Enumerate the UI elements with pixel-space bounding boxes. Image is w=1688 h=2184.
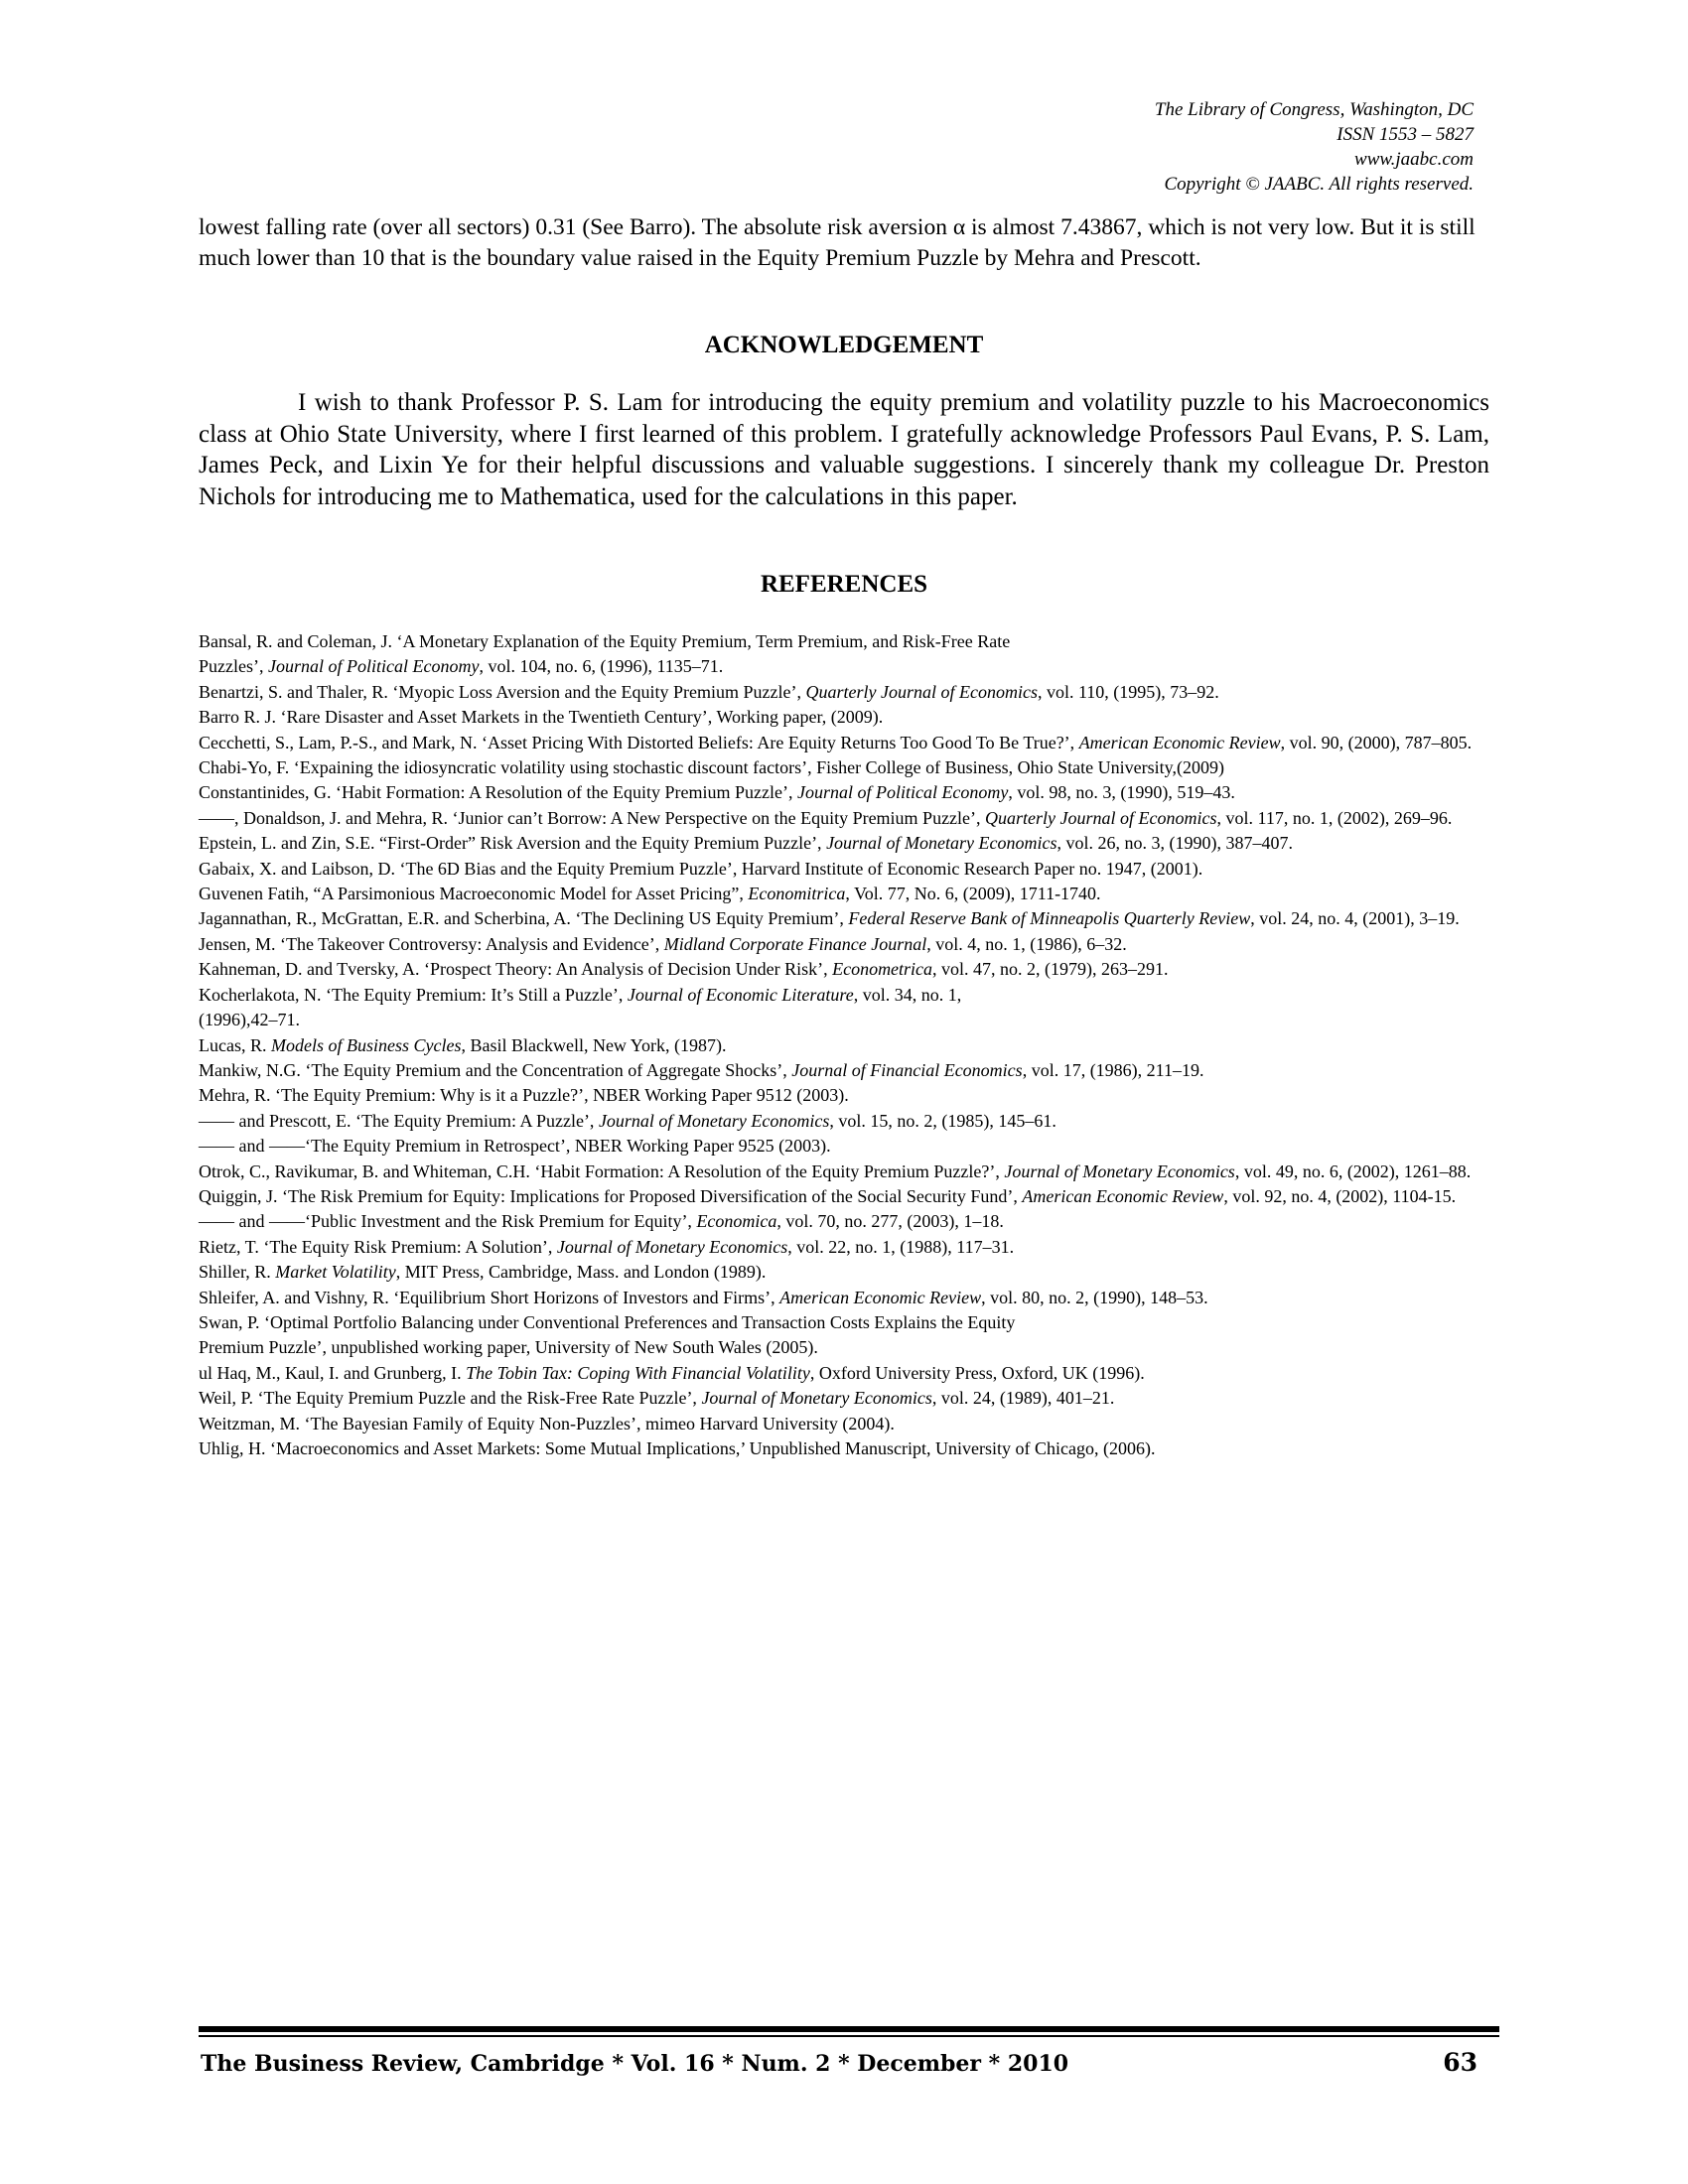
header-website: www.jaabc.com <box>1354 149 1474 170</box>
reference-text: Rietz, T. ‘The Equity Risk Premium: A Solution’, <box>199 1236 557 1257</box>
reference-item <box>199 1109 1499 1134</box>
reference-source: Quarterly Journal of Economics <box>985 807 1217 828</box>
reference-source: The Tobin Tax: Coping With Financial Volatility <box>466 1362 810 1383</box>
reference-item <box>199 780 1499 805</box>
reference-source: Journal of Economic Literature <box>627 984 854 1005</box>
reference-source: Market Volatility <box>275 1262 396 1283</box>
reference-details: , vol. 47, no. 2, (1979), 263–291. <box>932 959 1169 980</box>
reference-text: Epstein, L. and Zin, S.E. “First-Order” Risk Aversion and the Equity Premium Puzzle’, <box>199 833 827 854</box>
reference-source: Economitrica <box>748 884 846 904</box>
reference-text: Benartzi, S. and Thaler, R. ‘Myopic Loss Aversion and the Equity Premium Puzzle’, <box>199 681 806 702</box>
reference-source: Journal of Monetary Economics <box>1004 1160 1235 1181</box>
reference-text: Quiggin, J. ‘The Risk Premium for Equity: Implications for Proposed Diversification of the Social Security Fund’, <box>199 1185 1023 1206</box>
reference-item <box>199 1033 1499 1058</box>
reference-text: Chabi-Yo, F. ‘Expaining the idiosyncratic volatility using stochastic discount factors’, Fisher College of Business, Ohio State University,(2009) <box>199 757 1224 778</box>
page-number: 63 <box>1443 2048 1477 2077</box>
reference-text: —— and Prescott, E. ‘The Equity Premium: A Puzzle’, <box>199 1110 599 1131</box>
reference-item <box>199 1361 1499 1386</box>
reference-source: Midland Corporate Finance Journal <box>663 933 927 954</box>
reference-item <box>199 1386 1499 1411</box>
reference-details: , vol. 90, (2000), 787–805. <box>1280 732 1473 752</box>
header-issn: ISSN 1553 – 5827 <box>1336 124 1474 145</box>
reference-details: , Basil Blackwell, New York, (1987). <box>461 1034 727 1055</box>
header-copyright: Copyright © JAABC. All rights reserved. <box>1164 174 1474 195</box>
reference-item <box>199 1235 1499 1260</box>
reference-item <box>199 629 1499 654</box>
reference-details: , vol. 80, no. 2, (1990), 148–53. <box>981 1287 1208 1307</box>
reference-item <box>199 755 1499 780</box>
reference-text: ——, Donaldson, J. and Mehra, R. ‘Junior can’t Borrow: A New Perspective on the Equity Premium Puzzle’, <box>199 807 986 828</box>
reference-item <box>199 932 1499 957</box>
reference-text: Mehra, R. ‘The Equity Premium: Why is it a Puzzle?’, NBER Working Paper 9512 (2003). <box>199 1085 849 1106</box>
reference-item <box>199 857 1499 882</box>
reference-source: Journal of Monetary Economics <box>826 833 1057 854</box>
reference-item <box>199 1286 1499 1310</box>
reference-source: Journal of Monetary Economics <box>598 1110 830 1131</box>
reference-text: Bansal, R. and Coleman, J. ‘A Monetary Explanation of the Equity Premium, Term Premium, and Risk-Free Rate <box>199 631 1011 651</box>
references-heading: REFERENCES <box>760 571 928 598</box>
reference-item <box>199 1134 1499 1159</box>
reference-text: Barro R. J. ‘Rare Disaster and Asset Markets in the Twentieth Century’, Working paper, (2009). <box>199 707 884 728</box>
reference-source: Journal of Political Economy <box>267 656 480 677</box>
reference-text: Kocherlakota, N. ‘The Equity Premium: It’s Still a Puzzle’, <box>199 984 628 1005</box>
footer-journal-info: The Business Review, Cambridge * Vol. 16 * Num. 2 * December * 2010 <box>201 2051 1069 2077</box>
reference-text: Premium Puzzle’, unpublished working paper, University of New South Wales (2005). <box>199 1337 818 1358</box>
reference-item <box>199 1209 1499 1234</box>
header-library: The Library of Congress, Washington, DC <box>1154 99 1474 120</box>
reference-details: , vol. 34, no. 1, <box>853 984 962 1005</box>
reference-text: Swan, P. ‘Optimal Portfolio Balancing under Conventional Preferences and Transaction Costs Explains the Equity <box>199 1311 1016 1332</box>
reference-item <box>199 1436 1499 1461</box>
reference-text: Uhlig, H. ‘Macroeconomics and Asset Markets: Some Mutual Implications,’ Unpublished Manuscript, University of Chicago, (2006). <box>199 1438 1156 1458</box>
reference-details: , vol. 24, (1989), 401–21. <box>931 1388 1115 1409</box>
footer-rule <box>199 2026 1499 2032</box>
reference-details: , vol. 92, no. 4, (2002), 1104-15. <box>1223 1185 1457 1206</box>
acknowledgement-heading: ACKNOWLEDGEMENT <box>704 332 984 358</box>
reference-text: Lucas, R. <box>199 1034 271 1055</box>
reference-details: , MIT Press, Cambridge, Mass. and London (1989). <box>395 1262 767 1283</box>
reference-item <box>199 983 1499 1008</box>
reference-source: American Economic Review <box>1078 732 1281 752</box>
reference-details: , vol. 22, no. 1, (1988), 117–31. <box>787 1236 1015 1257</box>
reference-text: (1996),42–71. <box>199 1010 300 1030</box>
reference-item <box>199 654 1499 679</box>
reference-item <box>199 906 1499 931</box>
reference-text: Puzzles’, <box>199 656 268 677</box>
reference-details: , vol. 17, (1986), 211–19. <box>1022 1059 1204 1080</box>
reference-source: Journal of Monetary Economics <box>701 1388 932 1409</box>
reference-item <box>199 957 1499 982</box>
reference-item <box>199 831 1499 856</box>
reference-details: , vol. 117, no. 1, (2002), 269–96. <box>1216 807 1453 828</box>
reference-text: Cecchetti, S., Lam, P.-S., and Mark, N. ‘Asset Pricing With Distorted Beliefs: Are Equity Returns Too Good To Be True?’, <box>199 732 1079 752</box>
reference-item <box>199 705 1499 730</box>
reference-details: , vol. 49, no. 6, (2002), 1261–88. <box>1234 1160 1472 1181</box>
reference-details: , vol. 24, no. 4, (2001), 3–19. <box>1250 908 1460 929</box>
reference-text: Gabaix, X. and Laibson, D. ‘The 6D Bias and the Equity Premium Puzzle’, Harvard Institute of Economic Research Paper no. 1947, (2001). <box>199 858 1203 879</box>
reference-details: , Vol. 77, No. 6, (2009), 1711-1740. <box>845 884 1101 904</box>
reference-text: ul Haq, M., Kaul, I. and Grunberg, I. <box>199 1362 467 1383</box>
reference-item <box>199 882 1499 906</box>
reference-text: Jensen, M. ‘The Takeover Controversy: Analysis and Evidence’, <box>199 933 664 954</box>
reference-item <box>199 1184 1499 1209</box>
acknowledgement-paragraph: I wish to thank Professor P. S. Lam for introducing the equity premium and volatility puzzle to his Macroeconomics class at Ohio State University, where I first learned of this problem. I gratefully acknowledge Professors Paul Evans, P. S. Lam, James Peck, and Lixin Ye for their helpful discussions and valuable suggestions. I sincerely thank my colleague Dr. Preston Nichols for introducing me to Mathematica, used for the calculations in this paper. <box>199 389 1489 510</box>
reference-item <box>199 1412 1499 1436</box>
reference-text: Otrok, C., Ravikumar, B. and Whiteman, C.H. ‘Habit Formation: A Resolution of the Equity Premium Puzzle?’, <box>199 1160 1005 1181</box>
reference-details: , vol. 26, no. 3, (1990), 387–407. <box>1056 833 1294 854</box>
reference-details: , vol. 70, no. 277, (2003), 1–18. <box>776 1211 1004 1232</box>
reference-text: —— and ——‘The Equity Premium in Retrospect’, NBER Working Paper 9525 (2003). <box>199 1136 831 1157</box>
reference-item <box>199 1260 1499 1285</box>
reference-details: , Oxford University Press, Oxford, UK (1996). <box>809 1362 1145 1383</box>
reference-source: Journal of Political Economy <box>796 782 1009 803</box>
reference-text: Constantinides, G. ‘Habit Formation: A Resolution of the Equity Premium Puzzle’, <box>199 782 797 803</box>
reference-details: , vol. 98, no. 3, (1990), 519–43. <box>1008 782 1235 803</box>
reference-item <box>199 806 1499 831</box>
reference-source: Journal of Monetary Economics <box>556 1236 788 1257</box>
reference-item <box>199 1160 1499 1184</box>
reference-source: Quarterly Journal of Economics <box>805 681 1038 702</box>
reference-source: American Economic Review <box>1022 1185 1224 1206</box>
reference-text: Shiller, R. <box>199 1262 276 1283</box>
reference-details: , vol. 4, no. 1, (1986), 6–32. <box>926 933 1127 954</box>
reference-item <box>199 731 1499 755</box>
reference-text: Weil, P. ‘The Equity Premium Puzzle and the Risk-Free Rate Puzzle’, <box>199 1388 702 1409</box>
reference-text: Shleifer, A. and Vishny, R. ‘Equilibrium Short Horizons of Investors and Firms’, <box>199 1287 780 1307</box>
reference-text: —— and ——‘Public Investment and the Risk Premium for Equity’, <box>199 1211 697 1232</box>
reference-source: Journal of Financial Economics <box>791 1059 1023 1080</box>
reference-source: Econometrica <box>832 959 933 980</box>
continuation-paragraph: lowest falling rate (over all sectors) 0.31 (See Barro). The absolute risk aversion α is almost 7.43867, which is not very low. But it is still much lower than 10 that is the boundary value raised in the Equity Premium Puzzle by Mehra and Prescott. <box>199 214 1476 271</box>
reference-text: Kahneman, D. and Tversky, A. ‘Prospect Theory: An Analysis of Decision Under Risk’, <box>199 959 833 980</box>
reference-item <box>199 1335 1499 1360</box>
reference-item <box>199 1008 1499 1032</box>
reference-item <box>199 1058 1499 1083</box>
reference-details: , vol. 110, (1995), 73–92. <box>1037 681 1219 702</box>
reference-source: Models of Business Cycles <box>270 1034 462 1055</box>
reference-text: Mankiw, N.G. ‘The Equity Premium and the Concentration of Aggregate Shocks’, <box>199 1059 792 1080</box>
reference-source: Economica <box>696 1211 777 1232</box>
journal-header <box>878 97 1474 197</box>
reference-source: Federal Reserve Bank of Minneapolis Quarterly Review <box>848 908 1251 929</box>
reference-details: , vol. 104, no. 6, (1996), 1135–71. <box>479 656 724 677</box>
footer-rule-thin <box>199 2035 1499 2037</box>
references-list <box>199 629 1499 1461</box>
reference-source: American Economic Review <box>779 1287 982 1307</box>
reference-item <box>199 680 1499 705</box>
reference-text: Weitzman, M. ‘The Bayesian Family of Equity Non-Puzzles’, mimeo Harvard University (2004). <box>199 1413 895 1433</box>
reference-text: Guvenen Fatih, “A Parsimonious Macroeconomic Model for Asset Pricing”, <box>199 884 749 904</box>
reference-item <box>199 1310 1499 1335</box>
reference-details: , vol. 15, no. 2, (1985), 145–61. <box>829 1110 1056 1131</box>
reference-item <box>199 1083 1499 1108</box>
reference-text: Jagannathan, R., McGrattan, E.R. and Scherbina, A. ‘The Declining US Equity Premium’, <box>199 908 849 929</box>
